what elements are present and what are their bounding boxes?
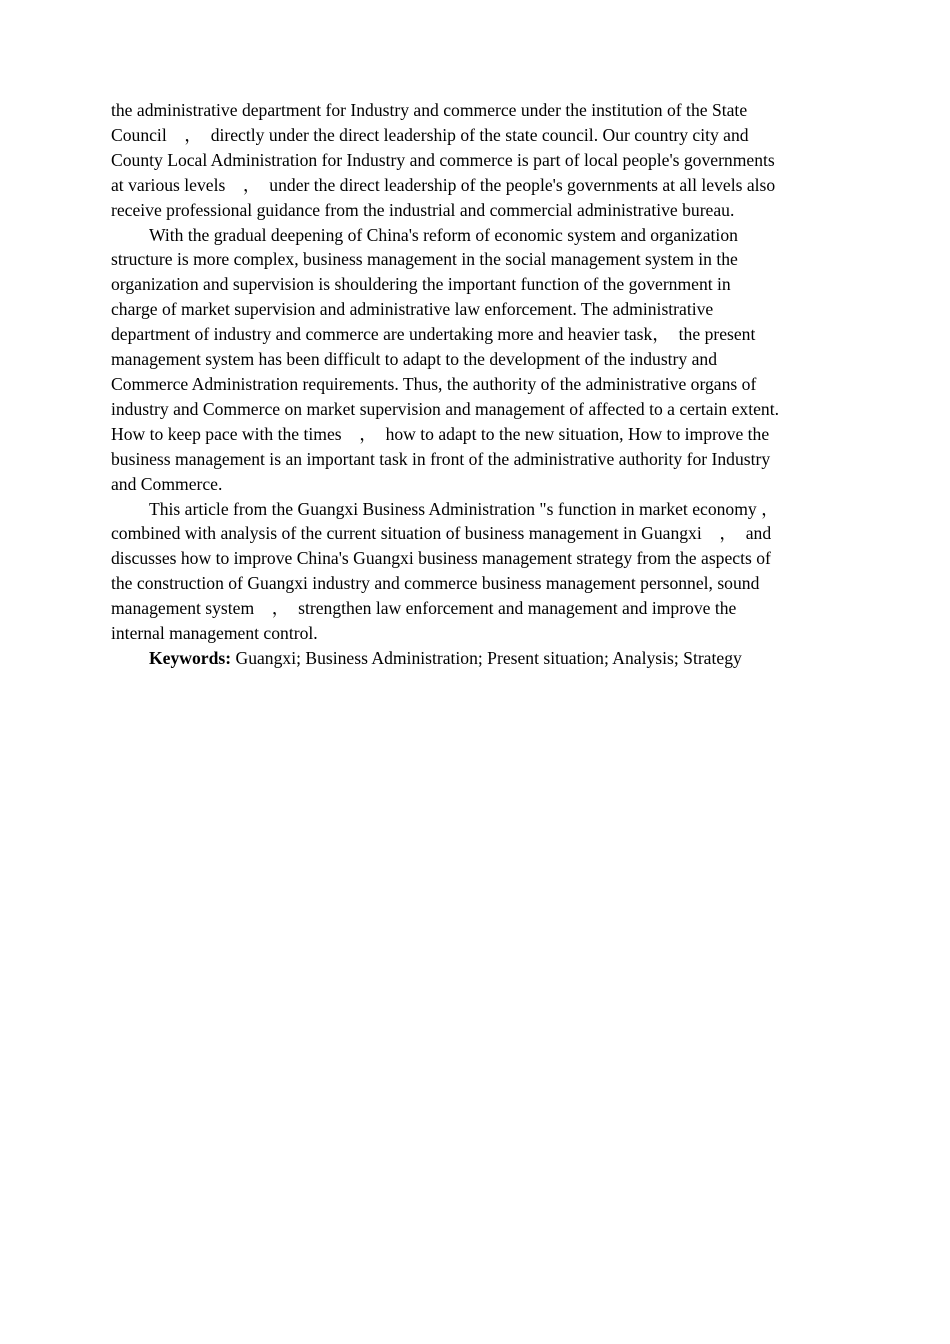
text-line: the construction of Guangxi industry and commerce business management personnel, sound (111, 573, 760, 594)
text-line: With the gradual deepening of China's reform of economic system and organization (149, 224, 738, 245)
text-line: organization and supervision is shouldering the important function of the government in (111, 274, 731, 295)
text-line: at various levels ， under the direct leadership of the people's governments at all levels also (111, 174, 776, 195)
text-line: How to keep pace with the times ， how to adapt to the new situation, How to improve the (111, 423, 770, 444)
paragraph-2 (111, 223, 841, 497)
text-line: management system has been difficult to adapt to the development of the industry and (111, 349, 718, 370)
text-line: This article from the Guangxi Business Administration "s function in market economy ， (149, 498, 779, 519)
text-line: charge of market supervision and administrative law enforcement. The administrative (111, 299, 714, 320)
text-line: Council ， directly under the direct leadership of the state council. Our country city and (111, 124, 749, 145)
text-line: discusses how to improve China's Guangxi business management strategy from the aspects of (111, 548, 771, 569)
text-line: industry and Commerce on market supervision and management of affected to a certain extent. (111, 398, 780, 419)
text-line: business management is an important task in front of the administrative authority for Industry (111, 448, 771, 469)
keywords-text: Guangxi; Business Administration; Present situation; Analysis; Strategy (231, 647, 742, 668)
text-line: structure is more complex, business management in the social management system in the (111, 249, 738, 270)
paragraph-3 (111, 497, 841, 646)
keywords-line (111, 646, 841, 671)
text-line: County Local Administration for Industry and commerce is part of local people's governments (111, 149, 775, 170)
text-line: department of industry and commerce are undertaking more and heavier task， the present (111, 324, 756, 345)
text-line: combined with analysis of the current situation of business management in Guangxi ， and (111, 523, 772, 544)
text-line: the administrative department for Industry and commerce under the institution of the State (111, 100, 748, 120)
text-line: management system ， strengthen law enforcement and management and improve the (111, 598, 737, 619)
text-line: receive professional guidance from the industrial and commercial administrative bureau. (111, 199, 735, 220)
document-page (111, 98, 841, 671)
text-line: Commerce Administration requirements. Thus, the authority of the administrative organs of (111, 373, 757, 394)
text-line: and Commerce. (111, 473, 223, 494)
text-line: internal management control. (111, 623, 318, 644)
paragraph-1 (111, 98, 841, 223)
keywords-label: Keywords: (149, 647, 232, 668)
